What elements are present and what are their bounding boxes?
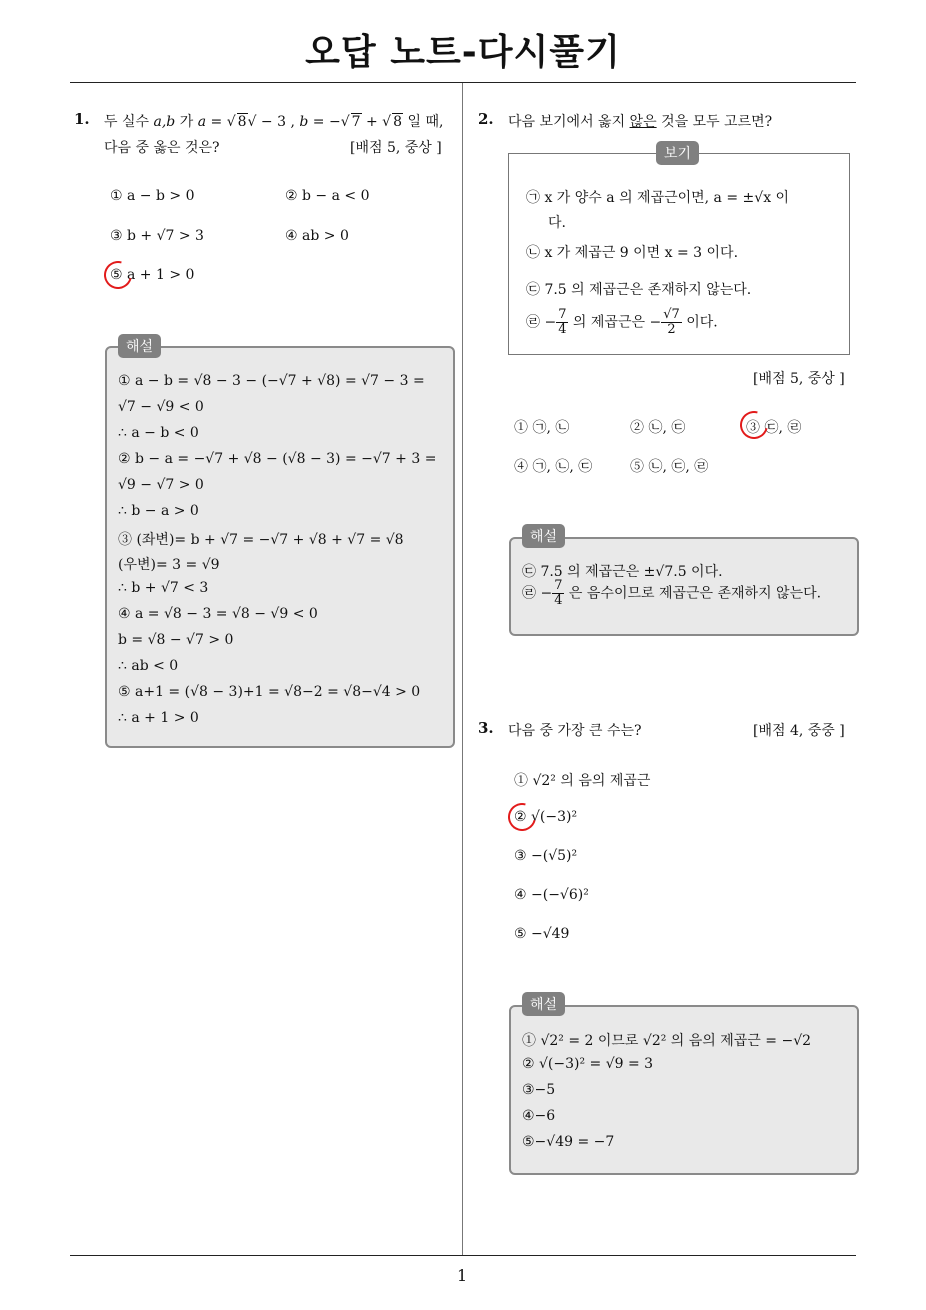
choice-3[interactable]: ③ −(√5)² bbox=[514, 848, 578, 864]
solution-line: √7 − √9 < 0 bbox=[118, 399, 204, 415]
solution-line: ∴ b + √7 < 3 bbox=[118, 580, 209, 596]
solution-line: ① a − b = √8 − 3 − (−√7 + √8) = √7 − 3 = bbox=[118, 373, 425, 389]
solution-line: ⑤ a+1 = (√8 − 3)+1 = √8−2 = √8−√4 > 0 bbox=[118, 684, 421, 700]
column-divider bbox=[462, 83, 463, 1255]
bogi-item-2: ㉡ x 가 제곱근 9 이면 x = 3 이다. bbox=[526, 245, 739, 261]
choice-4[interactable]: ④ ab > 0 bbox=[285, 228, 349, 244]
page-title: 오답 노트-다시풀기 bbox=[305, 32, 621, 73]
choice-2[interactable]: ② √(−3)² bbox=[514, 809, 578, 825]
page-number: 1 bbox=[457, 1266, 468, 1285]
answer-circle-mark bbox=[735, 406, 773, 444]
question-number: 2. bbox=[478, 110, 494, 128]
solution-line: ② b − a = −√7 + √8 − (√8 − 3) = −√7 + 3 = bbox=[118, 451, 437, 467]
score-label: [배점 4, 중중 ] bbox=[753, 723, 845, 739]
solution-line: ㉢ 7.5 의 제곱근은 ±√7.5 이다. bbox=[522, 564, 723, 580]
solution-line: ③ (좌변)= b + √7 = −√7 + √8 + √7 = √8 bbox=[118, 532, 404, 548]
solution-tag: 해설 bbox=[118, 334, 161, 358]
solution-line: ① √2² = 2 이므로 √2² 의 음의 제곱근 = −√2 bbox=[522, 1033, 812, 1049]
solution-line: b = √8 − √7 > 0 bbox=[118, 632, 234, 648]
solution-line: ∴ b − a > 0 bbox=[118, 503, 199, 519]
bogi-item-1: ㉠ x 가 양수 a 의 제곱근이면, a = ±√x 이 bbox=[526, 190, 790, 206]
solution-line: ④ a = √8 − 3 = √8 − √9 < 0 bbox=[118, 606, 318, 622]
choice-1[interactable]: ① ㉠, ㉡ bbox=[514, 420, 570, 436]
question-stem: 다음 중 가장 큰 수는? bbox=[508, 723, 642, 739]
answer-circle-mark bbox=[99, 256, 137, 294]
question-stem-line2: 다음 중 옳은 것은? bbox=[104, 140, 220, 156]
bogi-item-3: ㉢ 7.5 의 제곱근은 존재하지 않는다. bbox=[526, 282, 752, 298]
choice-5[interactable]: ⑤ −√49 bbox=[514, 926, 570, 942]
bogi-item-1-cont: 다. bbox=[548, 215, 566, 231]
choice-4[interactable]: ④ −(−√6)² bbox=[514, 887, 589, 903]
question-stem: 다음 보기에서 옳지 않은 것을 모두 고르면? bbox=[508, 114, 773, 130]
solution-tag: 해설 bbox=[522, 992, 565, 1016]
question-number: 1. bbox=[74, 110, 90, 128]
choice-2[interactable]: ② b − a < 0 bbox=[285, 188, 370, 204]
solution-line: ∴ ab < 0 bbox=[118, 658, 179, 674]
choice-5[interactable]: ⑤ a + 1 > 0 bbox=[110, 267, 195, 283]
choice-4[interactable]: ④ ㉠, ㉡, ㉢ bbox=[514, 459, 593, 475]
bogi-tag: 보기 bbox=[656, 141, 699, 165]
answer-circle-mark bbox=[503, 798, 541, 836]
solution-line: ④−6 bbox=[522, 1108, 556, 1124]
bogi-item-4: ㉣ − $\frac{7}{4}$ 의 제곱근은 − $\frac{√7}{2}$ 이다. bbox=[526, 307, 718, 337]
footer-rule bbox=[70, 1255, 856, 1256]
solution-line: √9 − √7 > 0 bbox=[118, 477, 204, 493]
solution-line: (우변)= 3 = √9 bbox=[118, 557, 220, 573]
solution-line: ∴ a + 1 > 0 bbox=[118, 710, 199, 726]
choice-1[interactable]: ① a − b > 0 bbox=[110, 188, 195, 204]
solution-line: ∴ a − b < 0 bbox=[118, 425, 199, 441]
question-stem: 두 실수 a,b 가 a = √ 8√ − 3 , b = −√ 7 + √ 8 일 때, bbox=[104, 114, 444, 130]
solution-line: ⑤−√49 = −7 bbox=[522, 1134, 615, 1150]
solution-line: ③−5 bbox=[522, 1082, 556, 1098]
solution-tag: 해설 bbox=[522, 524, 565, 548]
choice-3[interactable]: ③ ㉢, ㉣ bbox=[746, 420, 802, 436]
question-number: 3. bbox=[478, 719, 494, 737]
choice-5[interactable]: ⑤ ㉡, ㉢, ㉣ bbox=[630, 459, 709, 475]
solution-line: ㉣ − $\frac{7}{4}$ 은 음수이므로 제곱근은 존재하지 않는다. bbox=[522, 578, 822, 608]
score-label: [배점 5, 중상 ] bbox=[350, 140, 442, 156]
choice-3[interactable]: ③ b + √7 > 3 bbox=[110, 228, 204, 244]
score-label: [배점 5, 중상 ] bbox=[753, 371, 845, 387]
choice-1[interactable]: ① √2² 의 음의 제곱근 bbox=[514, 773, 651, 789]
solution-line: ② √(−3)² = √9 = 3 bbox=[522, 1056, 654, 1072]
header-rule bbox=[70, 82, 856, 83]
choice-2[interactable]: ② ㉡, ㉢ bbox=[630, 420, 686, 436]
